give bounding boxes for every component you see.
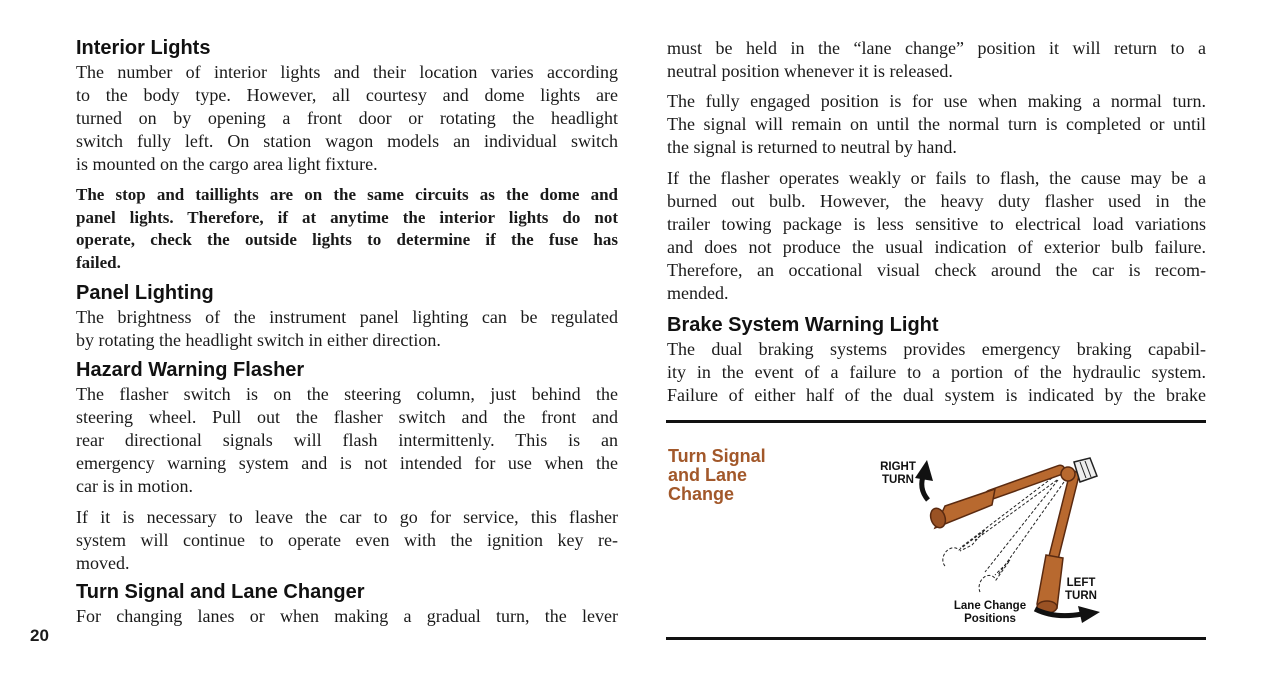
text-line: by rotating the headlight switch in either direction. [76, 330, 441, 350]
text-line: and does not produce the usual indication of exterior bulb failure. [667, 237, 1206, 257]
label-line: Lane Change [953, 600, 1027, 612]
text-line: car is in motion. [76, 476, 193, 496]
caption-line: Turn Signal [668, 446, 766, 466]
label-line: LEFT [1066, 577, 1096, 589]
section-heading: Brake System Warning Light [667, 314, 939, 336]
text-line: emergency warning system and is not intended for use when the [76, 453, 618, 473]
text-line: moved. [76, 553, 130, 573]
caption-line: Change [668, 484, 735, 504]
text-line: The stop and taillights are on the same circuits as the dome and [76, 185, 618, 204]
text-line: Failure of either half of the dual system is indicated by the brake [667, 385, 1206, 405]
text-line: For changing lanes or when making a gradual turn, the lever [76, 606, 618, 626]
text-line: mended. [667, 283, 729, 303]
section-heading: Panel Lighting [76, 282, 214, 304]
text-line: turned on by opening a front door or rotating the headlight [76, 108, 618, 128]
text-line: The signal will remain on until the normal turn is completed or until [667, 114, 1206, 134]
left-turn-arrow-icon [1035, 609, 1082, 616]
caption-line: and Lane [668, 465, 748, 485]
text-line: panel lights. Therefore, if at anytime the interior lights do not [76, 207, 618, 227]
page-number: 20 [30, 626, 49, 645]
left-turn-arrow-icon [1078, 606, 1100, 623]
text-line: The dual braking systems provides emergency braking capabil- [667, 339, 1206, 359]
text-line: If it is necessary to leave the car to go for service, this flasher [76, 507, 618, 527]
lever-right-turn [928, 470, 1060, 530]
text-line: steering wheel. Pull out the flasher switch and the front and [76, 407, 618, 427]
label-line: Positions [964, 613, 1016, 625]
text-line: must be held in the “lane change” position it will return to a [667, 38, 1206, 58]
text-line: burned out bulb. However, the heavy duty flasher used in the [667, 191, 1206, 211]
section-heading: Interior Lights [76, 37, 211, 59]
right-turn-label [870, 461, 926, 487]
lever-hub [1061, 458, 1097, 482]
left-turn-label [1058, 577, 1104, 603]
text-line: operate, check the outside lights to determine if the fuse has [76, 230, 618, 250]
text-line: the signal is returned to neutral by hand. [667, 137, 957, 157]
text-line: The brightness of the instrument panel lighting can be regulated [76, 307, 618, 327]
text-line: ity in the event of a failure to a portion of the hydraulic system. [667, 362, 1206, 382]
label-line: RIGHT [880, 461, 916, 473]
text-line: neutral position whenever it is released. [667, 61, 953, 81]
text-line: failed. [76, 253, 121, 273]
text-line: switch fully left. On station wagon models an individual switch [76, 131, 618, 151]
text-line: If the flasher operates weakly or fails to flash, the cause may be a [667, 168, 1206, 188]
text-line: The flasher switch is on the steering column, just behind the [76, 384, 618, 404]
text-line: to the body type. However, all courtesy and dome lights are [76, 85, 618, 105]
section-heading: Hazard Warning Flasher [76, 359, 305, 381]
text-line: The number of interior lights and their location varies according [76, 62, 618, 82]
text-line: rear directional signals will flash intermittenly. This is an [76, 430, 618, 450]
label-line: TURN [882, 474, 914, 486]
text-line: is mounted on the cargo area light fixture. [76, 154, 378, 174]
label-line: TURN [1065, 590, 1097, 602]
text-line: trailer towing package is less sensitive to electrical load variations [667, 214, 1206, 234]
text-line: system will continue to operate even with the ignition key re- [76, 530, 618, 550]
section-heading: Turn Signal and Lane Changer [76, 581, 365, 603]
lane-change-positions-label [945, 600, 1035, 626]
text-line: Therefore, an occational visual check around the car is recom- [667, 260, 1206, 280]
text-line: The fully engaged position is for use when making a normal turn. [667, 91, 1206, 111]
